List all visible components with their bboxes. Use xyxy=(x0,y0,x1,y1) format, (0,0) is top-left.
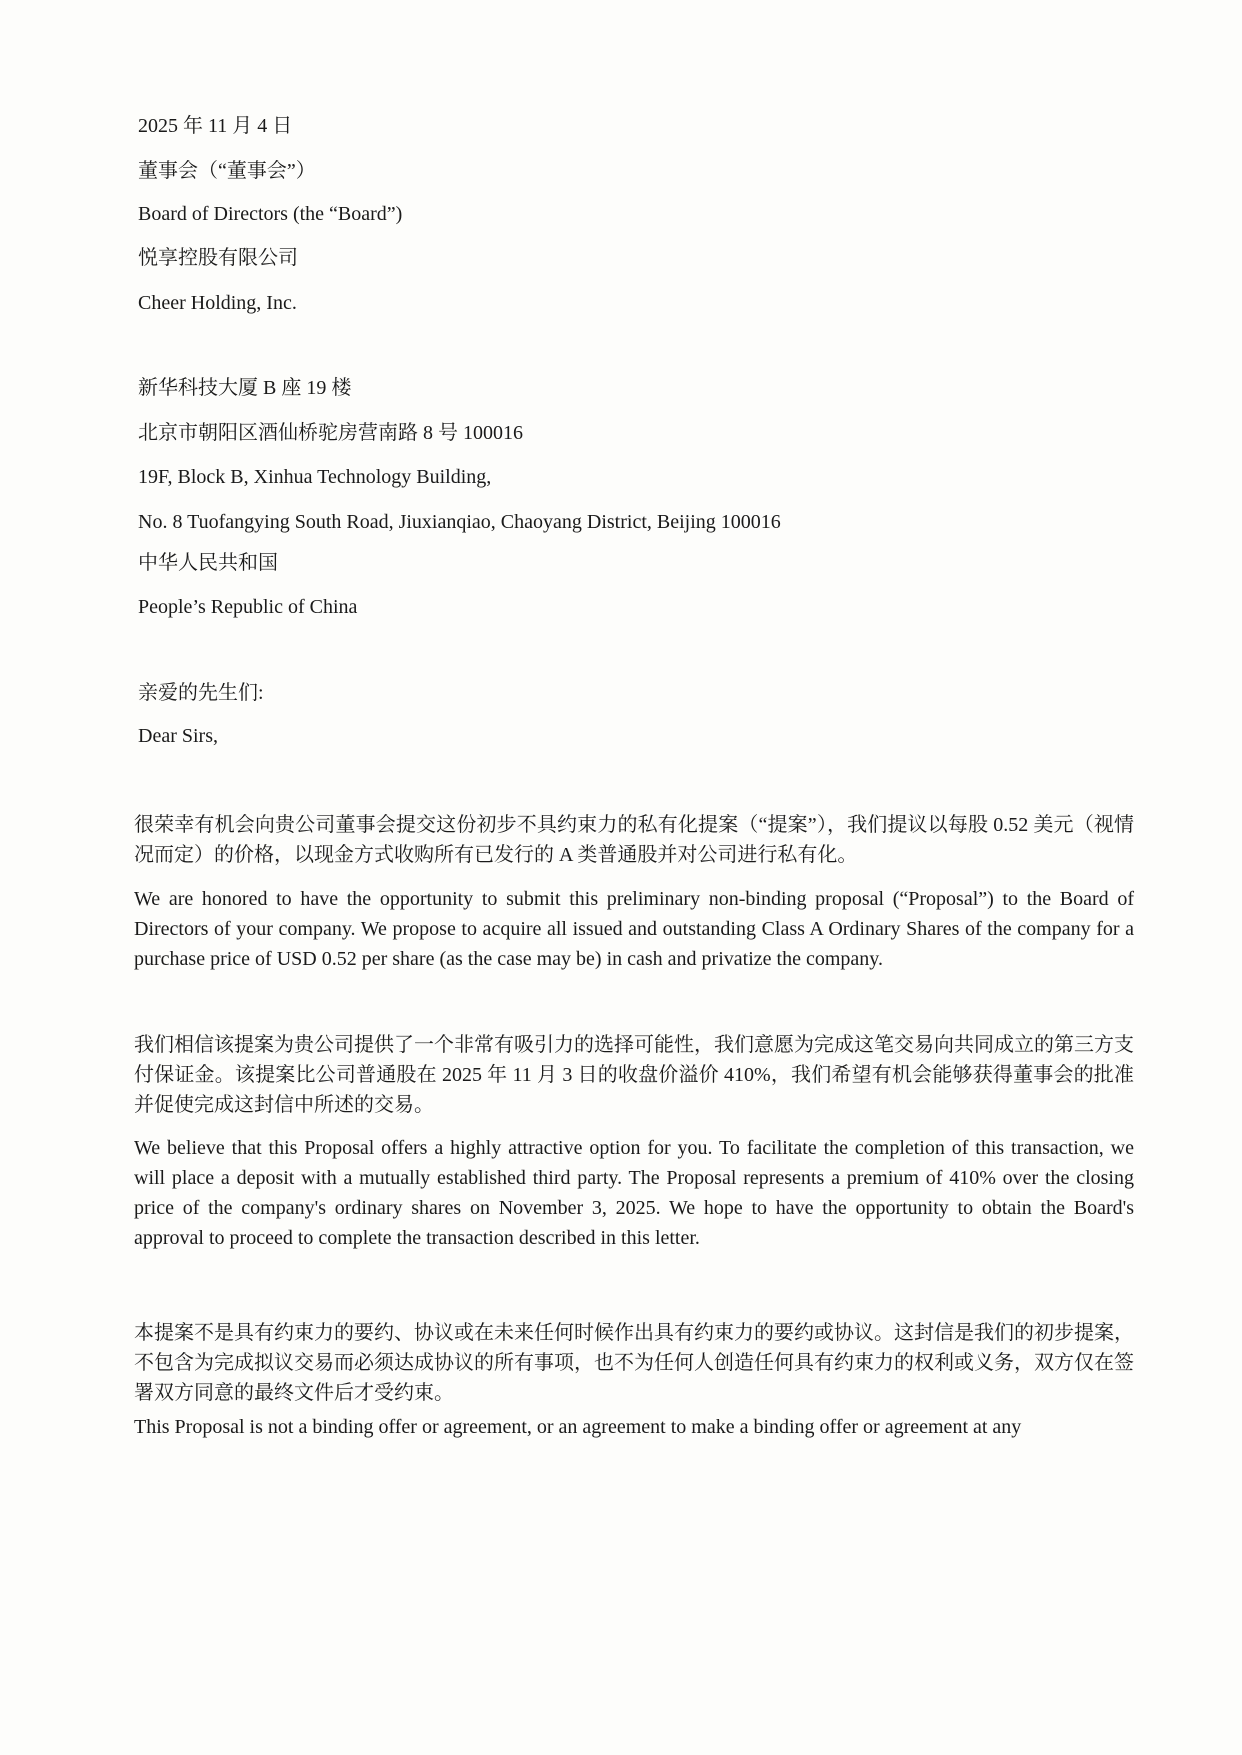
address-line-en-1: 19F, Block B, Xinhua Technology Building, xyxy=(138,466,492,488)
address-country-en: People’s Republic of China xyxy=(138,596,358,618)
paragraph-1-cn: 很荣幸有机会向贵公司董事会提交这份初步不具约束力的私有化提案（“提案”），我们提议以每股 0.52 美元（视情况而定）的价格，以现金方式收购所有已发行的 A 类普通股并对公司进行私有化。 xyxy=(134,814,1134,866)
recipient-company-cn: 悦享控股有限公司 xyxy=(138,247,298,269)
salutation-cn: 亲爱的先生们: xyxy=(138,682,264,704)
paragraph-1-en: We are honored to have the opportunity to submit this preliminary non-binding proposal (“Proposal”) to the Board of Directors of your company. We propose to acquire all issued and outstanding Class A Ordinary Shares of the company for a purchase price of USD 0.52 per share (as the case may be) in cash and privatize the company. xyxy=(134,888,1134,970)
salutation-en: Dear Sirs, xyxy=(138,725,218,747)
address-line-cn-1: 新华科技大厦 B 座 19 楼 xyxy=(138,377,352,399)
recipient-company-en: Cheer Holding, Inc. xyxy=(138,292,297,314)
letter-date: 2025 年 11 月 4 日 xyxy=(138,115,293,137)
paragraph-2-en: We believe that this Proposal offers a highly attractive option for you. To facilitate the completion of this transaction, we will place a deposit with a mutually established third party. The Proposal represents a premium of 410% over the closing price of the company's ordinary shares on November 3, 2025. We hope to have the opportunity to obtain the Board's approval to proceed to complete the transaction described in this letter. xyxy=(134,1137,1134,1249)
paragraph-3-cn: 本提案不是具有约束力的要约、协议或在未来任何时候作出具有约束力的要约或协议。这封信是我们的初步提案，不包含为完成拟议交易而必须达成协议的所有事项，也不为任何人创造任何具有约束力的权利或义务，双方仅在签署双方同意的最终文件后才受约束。 xyxy=(134,1322,1134,1404)
address-line-en-2: No. 8 Tuofangying South Road, Jiuxianqiao, Chaoyang District, Beijing 100016 xyxy=(138,511,781,533)
address-line-cn-2: 北京市朝阳区酒仙桥驼房营南路 8 号 100016 xyxy=(138,422,523,444)
paragraph-3-en: This Proposal is not a binding offer or agreement, or an agreement to make a binding offer or agreement at any xyxy=(134,1416,1022,1438)
paragraph-2-cn: 我们相信该提案为贵公司提供了一个非常有吸引力的选择可能性，我们意愿为完成这笔交易向共同成立的第三方支付保证金。该提案比公司普通股在 2025 年 11 月 3 日的收盘价溢价 410%，我们希望有机会能够获得董事会的批准并促使完成这封信中所述的交易。 xyxy=(134,1034,1134,1116)
recipient-board-cn: 董事会（“董事会”） xyxy=(138,160,316,182)
address-country-cn: 中华人民共和国 xyxy=(138,552,278,574)
recipient-board-en: Board of Directors (the “Board”) xyxy=(138,203,403,225)
